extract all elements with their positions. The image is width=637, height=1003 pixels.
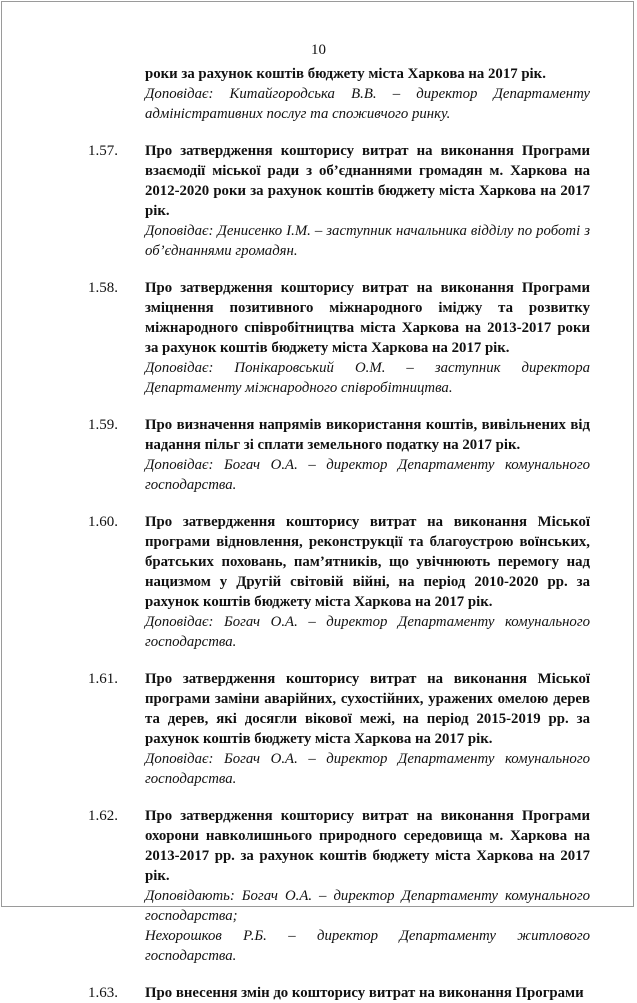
item-reporter: Доповідає: Богач О.А. – директор Департаменту комунального господарства. — [145, 614, 590, 650]
item-title: роки за рахунок коштів бюджету міста Харкова на 2017 рік. — [145, 66, 546, 82]
item-title: Про затвердження кошторису витрат на виконання Програми зміцнення позитивного міжнародного іміджу та розвитку міжнародного співробітництва міста Харкова на 2013-2017 роки за рахунок коштів бюджету міста Харкова на 2017 рік. — [145, 280, 590, 356]
item-reporter: Доповідає: Богач О.А. – директор Департаменту комунального господарства. — [145, 457, 590, 493]
page-number: 10 — [311, 42, 326, 58]
item-number: 1.61. — [88, 671, 118, 687]
item-number: 1.60. — [88, 514, 118, 530]
item-number: 1.57. — [88, 143, 118, 159]
agenda-list — [88, 64, 590, 1003]
agenda-item — [88, 141, 590, 261]
agenda-item — [88, 278, 590, 398]
item-number: 1.63. — [88, 985, 118, 1001]
item-reporter: Доповідає: Богач О.А. – директор Департаменту комунального господарства. — [145, 751, 590, 787]
item-reporter: Доповідає: Денисенко І.М. – заступник начальника відділу по роботі з об’єднаннями громадян. — [145, 223, 590, 259]
item-title: Про внесення змін до кошторису витрат на виконання Програми — [145, 985, 584, 1001]
item-title: Про затвердження кошторису витрат на виконання Програми взаємодії міської ради з об’єднаннями громадян м. Харкова на 2012-2020 роки за рахунок коштів бюджету міста Харкова на 2017 рік. — [145, 143, 590, 219]
item-number: 1.58. — [88, 280, 118, 296]
agenda-item-continuation — [88, 64, 590, 124]
item-number: 1.62. — [88, 808, 118, 824]
item-title: Про затвердження кошторису витрат на виконання Міської програми заміни аварійних, сухостійних, уражених омелою дерев та дерев, які досягли вікової межі, на період 2015-2019 рр. за рахунок коштів бюджету міста Харкова на 2017 рік. — [145, 671, 590, 747]
agenda-item — [88, 806, 590, 966]
item-title: Про затвердження кошторису витрат на виконання Програми охорони навколишнього природного середовища м. Харкова на 2013-2017 рр. за рахунок коштів бюджету міста Харкова на 2017 рік. — [145, 808, 590, 884]
item-reporter: Доповідає: Китайгородська В.В. – директор Департаменту адміністративних послуг та споживчого ринку. — [145, 86, 590, 122]
agenda-item — [88, 983, 590, 1003]
item-reporter: Доповідає: Понікаровський О.М. – заступник директора Департаменту міжнародного співробітництва. — [145, 360, 590, 396]
item-reporter: Нехорошков Р.Б. – директор Департаменту житлового господарства. — [145, 928, 590, 964]
item-number: 1.59. — [88, 417, 118, 433]
agenda-item — [88, 669, 590, 789]
agenda-item — [88, 415, 590, 495]
agenda-item — [88, 512, 590, 652]
item-title: Про визначення напрямів використання коштів, вивільнених від надання пільг зі сплати земельного податку на 2017 рік. — [145, 417, 590, 453]
item-reporter: Доповідають: Богач О.А. – директор Департаменту комунального господарства; — [145, 888, 590, 924]
item-title: Про затвердження кошторису витрат на виконання Міської програми відновлення, реконструкції та благоустрою воїнських, братських поховань, пам’ятників, що увічнюють перемогу над нацизмом у Другій світовій війні, на період 2010-2020 рр. за рахунок коштів бюджету міста Харкова на 2017 рік. — [145, 514, 590, 610]
